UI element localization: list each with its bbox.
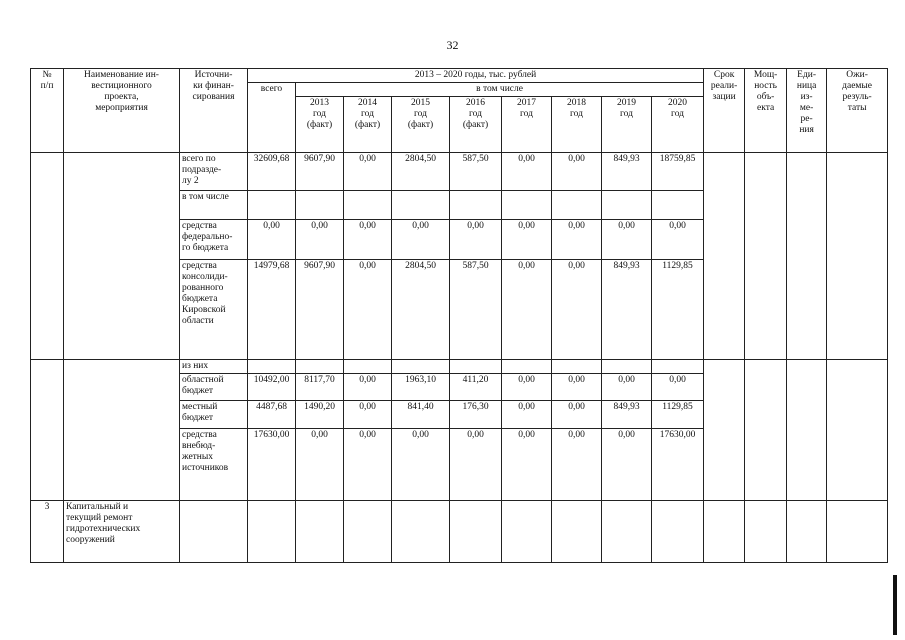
value-cell: 0,00 — [602, 220, 652, 260]
value-cell: 1129,85 — [652, 260, 704, 360]
item-number: 3 — [31, 501, 64, 563]
value-cell: 0,00 — [552, 401, 602, 429]
total-cell: 0,00 — [248, 220, 296, 260]
value-cell: 0,00 — [344, 153, 392, 191]
total-cell: 4487,68 — [248, 401, 296, 429]
source-cell: в том числе — [180, 191, 248, 220]
item-name: Капитальный и текущий ремонт гидротехнических сооружений — [64, 501, 180, 563]
value-cell: 9607,90 — [296, 260, 344, 360]
value-cell: 841,40 — [392, 401, 450, 429]
value-cell: 587,50 — [450, 153, 502, 191]
budget-table — [30, 68, 888, 563]
total-cell: 14979,68 — [248, 260, 296, 360]
source-cell: из них — [180, 360, 248, 374]
header-unit: Еди- ница из- ме- ре- ния — [787, 69, 827, 153]
value-cell: 2804,50 — [392, 153, 450, 191]
source-cell: областной бюджет — [180, 374, 248, 401]
value-cell: 0,00 — [502, 153, 552, 191]
header-year: 2015 год (факт) — [392, 97, 450, 153]
total-cell: 32609,68 — [248, 153, 296, 191]
value-cell: 0,00 — [344, 401, 392, 429]
source-cell: всего по подразде- лу 2 — [180, 153, 248, 191]
header-results: Ожи- даемые резуль- таты — [827, 69, 888, 153]
value-cell: 0,00 — [502, 220, 552, 260]
value-cell: 0,00 — [450, 220, 502, 260]
value-cell: 0,00 — [450, 429, 502, 501]
value-cell: 849,93 — [602, 260, 652, 360]
header-year: 2018 год — [552, 97, 602, 153]
value-cell: 0,00 — [652, 220, 704, 260]
header-including: в том числе — [296, 83, 704, 97]
total-cell: 10492,00 — [248, 374, 296, 401]
value-cell: 18759,85 — [652, 153, 704, 191]
value-cell: 0,00 — [552, 374, 602, 401]
value-cell: 1129,85 — [652, 401, 704, 429]
header-year: 2016 год (факт) — [450, 97, 502, 153]
header-capacity: Мощ- ность объ- екта — [745, 69, 787, 153]
value-cell: 176,30 — [450, 401, 502, 429]
value-cell: 0,00 — [344, 260, 392, 360]
value-cell: 0,00 — [552, 220, 602, 260]
value-cell: 0,00 — [296, 220, 344, 260]
value-cell: 0,00 — [344, 220, 392, 260]
value-cell: 17630,00 — [652, 429, 704, 501]
value-cell: 0,00 — [552, 153, 602, 191]
value-cell: 0,00 — [552, 429, 602, 501]
page-edge-mark — [893, 575, 897, 635]
value-cell: 0,00 — [602, 374, 652, 401]
header-year: 2019 год — [602, 97, 652, 153]
source-cell: средства внебюд- жетных источников — [180, 429, 248, 501]
header-num: № п/п — [31, 69, 64, 153]
header-year: 2013 год (факт) — [296, 97, 344, 153]
value-cell: 587,50 — [450, 260, 502, 360]
page-number: 32 — [446, 38, 459, 52]
value-cell: 0,00 — [392, 220, 450, 260]
value-cell: 0,00 — [552, 260, 602, 360]
value-cell: 0,00 — [602, 429, 652, 501]
header-total: всего — [248, 83, 296, 153]
value-cell: 0,00 — [296, 429, 344, 501]
value-cell: 0,00 — [344, 429, 392, 501]
source-cell: местный бюджет — [180, 401, 248, 429]
value-cell: 2804,50 — [392, 260, 450, 360]
value-cell: 849,93 — [602, 401, 652, 429]
value-cell: 0,00 — [502, 401, 552, 429]
table-row — [31, 360, 888, 374]
total-cell: 17630,00 — [248, 429, 296, 501]
header-source: Источни- ки финан- сирования — [180, 69, 248, 153]
header-name: Наименование ин- вестиционного проекта, мероприятия — [64, 69, 180, 153]
value-cell: 9607,90 — [296, 153, 344, 191]
source-cell: средства консолиди- рованного бюджета Кировской области — [180, 260, 248, 360]
header-period: 2013 – 2020 годы, тыс. рублей — [248, 69, 704, 83]
value-cell: 0,00 — [392, 429, 450, 501]
header-year: 2017 год — [502, 97, 552, 153]
header-year: 2014 год (факт) — [344, 97, 392, 153]
value-cell: 411,20 — [450, 374, 502, 401]
table-row — [31, 501, 888, 563]
value-cell: 0,00 — [652, 374, 704, 401]
value-cell: 0,00 — [502, 374, 552, 401]
source-cell: средства федерально- го бюджета — [180, 220, 248, 260]
table-row — [31, 153, 888, 191]
value-cell: 0,00 — [344, 374, 392, 401]
header-term: Срок реали- зации — [704, 69, 745, 153]
value-cell: 1963,10 — [392, 374, 450, 401]
value-cell: 8117,70 — [296, 374, 344, 401]
value-cell: 0,00 — [502, 260, 552, 360]
value-cell: 1490,20 — [296, 401, 344, 429]
value-cell: 0,00 — [502, 429, 552, 501]
header-year: 2020 год — [652, 97, 704, 153]
value-cell: 849,93 — [602, 153, 652, 191]
